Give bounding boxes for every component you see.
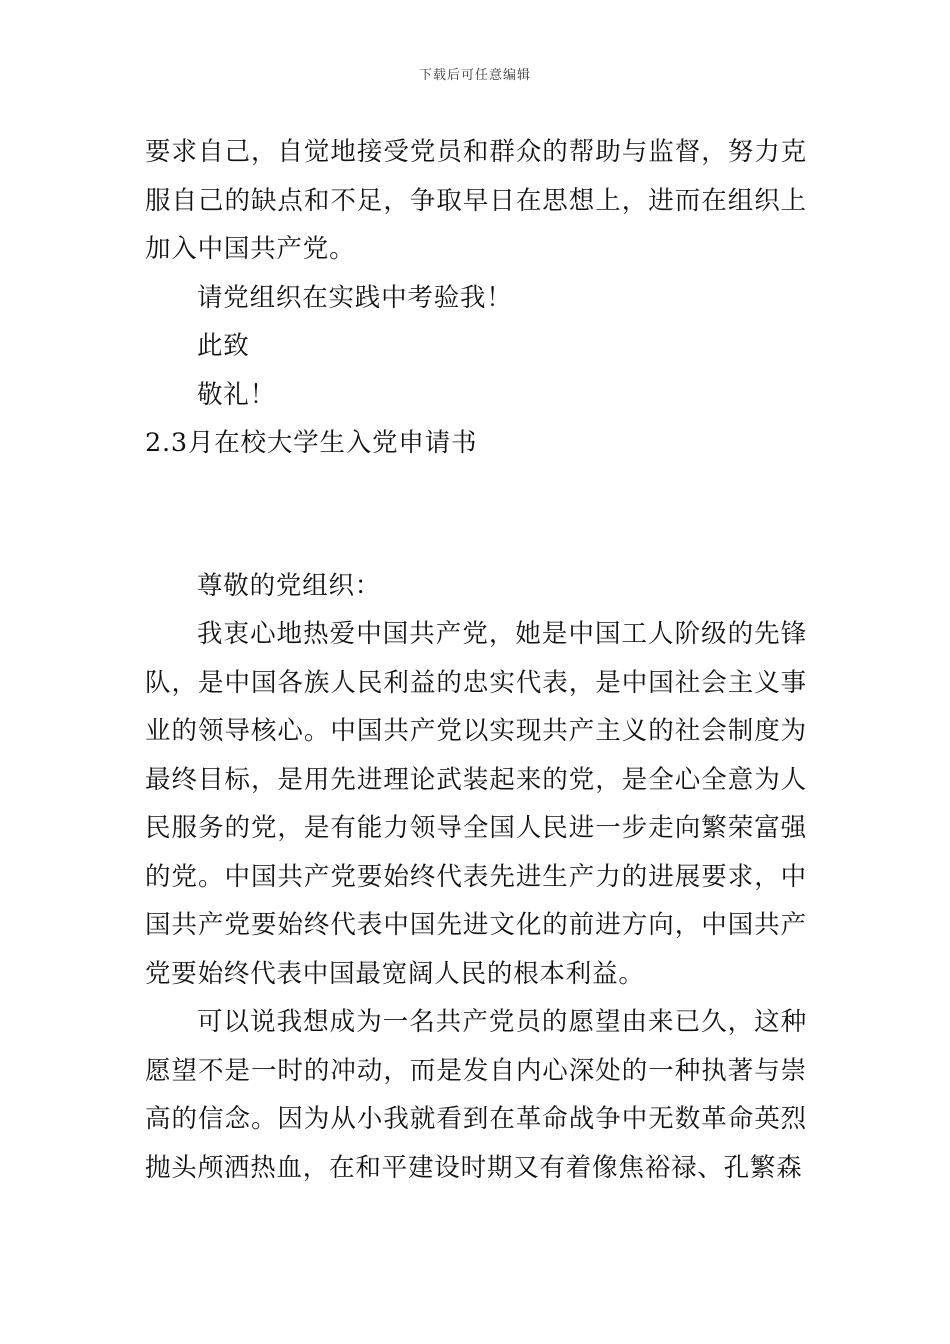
- document-body: [145, 128, 807, 1192]
- closing-salutation: 此致: [197, 331, 250, 361]
- paragraph-continuation: 要求自己，自觉地接受党员和群众的帮助与监督，努力克服自己的缺点和不足，争取早日在思想上，进而在组织上加入中国共产党。: [145, 137, 807, 264]
- section-heading: 2.3月在校大学生入党申请书: [145, 428, 478, 458]
- letter-greeting: 尊敬的党组织：: [197, 570, 382, 601]
- section-spacer: [145, 468, 807, 562]
- paragraph-request: 请党组织在实践中考验我！: [197, 282, 513, 313]
- closing-regards: 敬礼！: [197, 379, 276, 410]
- paragraph-body-2: 可以说我想成为一名共产党员的愿望由来已久，这种愿望不是一时的冲动，而是发自内心深处的一种执著与崇高的信念。因为从小我就看到在革命战争中无数革命英烈抛头颅洒热血，在和平建设时期又有着像焦裕禄、孔繁森: [145, 1007, 807, 1183]
- header-note: 下载后可任意编辑: [418, 68, 531, 83]
- paragraph-body-1: 我衷心地热爱中国共产党，她是中国工人阶级的先锋队，是中国各族人民利益的忠实代表，是中国社会主义事业的领导核心。中国共产党以实现共产主义的社会制度为最终目标，是用先进理论武装起来的党，是全心全意为人民服务的党，是有能力领导全国人民进一步走向繁荣富强的党。中国共产党要始终代表先进生产力的进展要求，中国共产党要始终代表中国先进文化的前进方向，中国共产党要始终代表中国最宽阔人民的根本利益。: [145, 619, 807, 989]
